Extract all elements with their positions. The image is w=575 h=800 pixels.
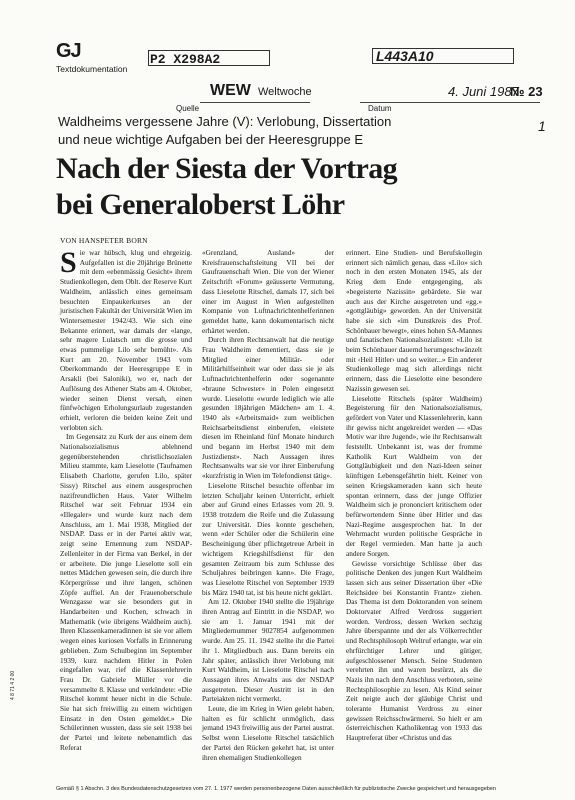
column-2-paragraph: Durch ihren Rechtsanwalt hat die neutige Frau Waldheim dementiert, dass sie je Mitglied einer Militär- oder Militärhilfseinheit war oder dass sie je als Luftnachrichtenhelferin oder sogenannte «braune Schwester» in Polen eingesetzt wurde. Lieselotte «wurde lediglich wie alle gesunden 18jährigen Mädchen» am 1. 4. 1940 als «Arbeitsmaid» zum weiblichen Reichsarbeitsdienst einberufen, «leistete diesen im Rheinland fünf Monate hindurch und begann im Herbst 1940 mit dem Justizdienst». Nach Aussagen ihres Rechtsanwalts war sie vor ihrer Einberufung «kurzfristig in Wien im Telefondienst tätig». xyxy=(202,335,334,481)
column-3-paragraph: Gewisse vorsichtige Schlüsse über das politische Denken des jungen Kurt Waldheim lassen sich aus seiner Dissertation über «Die Reichsidee bei Konstantin Frantz» ziehen. Das Thema ist dem Doktoranden von seinem Doktorvater Alfred Verdross suggeriert worden. Verdross, dessen Werken sechzig Jahre überspannte und der als Völkerrechtler und Rechtsphilosoph Weltruf erlangte, war ein ehrfürchtiger Lehrer und gütiger, aufgeschlossener Mensch. Seine Studenten verehrten ihn und waren bestürzt, als die Nazis ihn nach dem Anschluss verboten, seine Rechtsphilosophie zu lesen. Als Kind seiner Zeit neigte auch der gläubige Christ und tolerante Humanist Verdross zu einer gewissen Reichsschwärmerei. So hielt er am österreichischen Katholikentag von 1933 das Hauptreferat über «Christus und das xyxy=(346,558,482,743)
drop-cap: S xyxy=(60,246,77,279)
logo-subtitle: Textdokumentation xyxy=(56,64,128,74)
column-2-paragraph: Am 12. Oktober 1940 stellte die 19jährige ihren Antrag auf Eintritt in die NSDAP, wo sie am 1. Januar 1941 mit der Mitgliedernummer 9027854 aufgenommen wurde. Am 25. 11. 1942 stellte ihr die Partei ihr 1. Mitgliedbuch aus. Dann bereits ein Jahr später, anlässlich ihrer Verlobung mit Kurt Waldheim, ist Lieselotte Ritschel nach Aussagen ihres Anwalts aus der NSDAP ausgetreten. Dieser Austritt ist in den Parteiakten nicht vermerkt. xyxy=(202,597,334,704)
issue-number: № 23 xyxy=(510,84,543,99)
column-2-paragraph: Lieselotte Ritschel besuchte offenbar im letzten Schuljahr keinen Unterricht, erhielt aber auf Grund eines Erlasses vom 20. 9. 1938 trotzdem die Reife und die Zulassung zur Universität. Dies konnte geschehen, wenn «der Schüler oder die Schülerin eine Bescheinigung über pflichtgetreue Arbeit in wichtigem Kriegshilfsdienst für den gesamten Zeitraum bis zum Schlusse des Schuljahres beibringen kann». Die Frage, was Lieselotte Ritschel von September 1939 bis März 1940 tat, ist bis heute nicht geklärt. xyxy=(202,480,334,597)
archive-stamp-right: L443A10 xyxy=(376,48,434,64)
source-abbreviation: WEW xyxy=(210,82,251,99)
stamp-box-2 xyxy=(372,48,514,64)
article-column-2 xyxy=(202,248,334,762)
headline-line-1: Nach der Siesta der Vortrag xyxy=(56,152,398,185)
source-label: Quelle xyxy=(176,104,200,113)
side-code: 4 8 71 4 2 00 xyxy=(10,670,16,700)
column-3-paragraph: Lieselotte Ritschels (später Waldheim) Begeisterung für den Nationalsozialismus, gefördert von Vater und Klassenlehrerin, kann ihr gewiss nicht angekreidet werden — «Das Motiv war ihre Jugend», wie ihr Rechtsanwalt feststellt. Unbekannt ist, was der fromme Katholik Kurt Waldheim von der Gottgläubigkeit und den Nazi-Ideen seiner künftigen Lebensgefährtin hielt. Keiner von seinen Kriegskameraden kann sich heute spontan erinnern, dass der junge Offizier Waldheim sich je prononciert kritischem oder befürwortendem Sinne über Hitler und das Nazi-Regime ausgesprochen hat. In der Wehrmacht wurden politische Gespräche in der Regel vermieden. Man hatte ja auch andere Sorgen. xyxy=(346,393,482,558)
logo: GJ xyxy=(56,40,81,62)
archive-stamp-left: P2 X298A2 xyxy=(150,52,221,67)
column-1-paragraph: ie war hübsch, klug und ehrgeizig. Aufgefallen ist die 20jährige Brünette mit dem «ebenmässig Gesicht» ihrem Studienkollegen, dem Oblt. der Reserve Kurt Waldheim, anlässlich eines gemeinsam besuchten Einpaukerkurses an der juristischen Fakultät der Universität Wien im Wintersemester 1942/43. Wie sich eine Bekannte erinnert, war damals der «lange, sehr magere Lulatsch um die grosse und etwas pummelige Lilo sehr bemüht». Als Kurt am 20. November 1943 vom Oberkommando der Heeresgruppe E in Arsakli (bei Saloniki), wo er, nach der Auflösung des Athener Stabs am 4. Oktober, wieder seinen Dienst versah, einen fünfwöchigen Erholungsurlaub zugestanden erhielt, verloren die beiden keine Zeit und verlobten sich. xyxy=(60,248,192,432)
kicker-line-2: und neue wichtige Aufgaben bei der Heeresgruppe E xyxy=(58,132,363,147)
legal-footer: Gemäß § 1 Abschn. 3 des Bundesdatenschutzgesetzes vom 27. 1. 1977 werden personenbezogene Daten ausschließlich für publizistische Zwecke gespeichert und herausgegeben xyxy=(56,786,496,792)
column-2-paragraph: «Grenzland, Ausland» der Kreisfrauenschaftsleitung VII bei der Gaufrauenschaft Wien. Die von der Wiener Zeitschrift «Forum» geäusserte Vermutung, dass Lieselotte Ritschel, damals 17, sich bei einer im August in Wien aufgestellten Kompanie von Luftnachrichtenhelferinnen gemeldet hatte, kann dokumentarisch nicht erhärtet werden. xyxy=(202,248,334,335)
stamp-box-1 xyxy=(148,50,270,66)
source-rule xyxy=(200,102,310,103)
byline: VON HANSPETER BORN xyxy=(60,236,148,245)
kicker-line-1: Waldheims vergessene Jahre (V): Verlobung, Dissertation xyxy=(58,114,392,129)
column-3-paragraph: erinnert. Eine Studien- und Berufskollegin erinnert sich nämlich genau, dass «Lilo» sich noch in den ersten Monaten 1945, als der Krieg dem Ende entgegenging, als «begeisterte Nazissin» gebärdete. Sie war auch aus der Kirche ausgetreten und «gg.» «gottgläubig» geworden. An der Universität habe sie sich «im Dunstkreis des Prof. Schönbauer bewegt», eines hohen SA-Mannes und fanatischen Nationalsozialisten: «Lilo ist beim Schönbauer dauernd herumgeschwänzelt mit ‹Heil Hitler› und so weiter...» Ein anderer Studienkollege mag sich allerdings nicht erinnern, dass die Lieselotte eine besondere Nazissin gewesen sei. xyxy=(346,248,482,393)
headline-line-2: bei Generaloberst Löhr xyxy=(56,188,345,221)
date-rule xyxy=(360,102,540,103)
source-name: Weltwoche xyxy=(258,86,312,98)
issue-date: 4. Juni 1987 xyxy=(448,84,519,99)
column-2-paragraph: Leute, die im Krieg in Wien gelebt haben, halten es für schlicht unmöglich, dass jemand 1943 freiwillig aus der Partei austrat. Selbst wenn Lieselotte Ritschel tatsächlich der Partei den Rücken gekehrt hat, ist unter ihren ehemaligen Studienkollegen xyxy=(202,704,334,762)
article-column-3 xyxy=(346,248,482,743)
date-label: Datum xyxy=(368,104,392,113)
column-1-paragraph: Im Gegensatz zu Kurk der aus einem dem Nationalsozialismus ablehnend gegenüberstehenden christlichsozialen Milieu stammte, kam Lieselotte (Taufnamen Elisabeth Charlotte, gerufen Lilo, später Sissy) Ritschel aus einem ausgesprochen nazifreundlichen Haus. Vater Wilhelm Ritschel war seit Februar 1934 ein «Illegaler» und wurde kurz nach dem Anschluss, am 1. Mai 1938, Mitglied der NSDAP. Dass er in der Partei aktiv war, zeigt seine Ernennung zum NSDAP-Zellenleiter in der Firma van Berkel, in der er arbeitete. Die junge Lieselotte soll ein nettes Mädchen gewesen sein, die durch ihre Körpergrösse und ihre langen, schönen Zöpfe auffiel. An der Frauenoberschule Wenzgasse war sie besonders gut in Handarbeiten und Kochen, schwach in Mathematik (wie übrigens Waldheim auch). Ihren Klassenkameradinnen ist sie vor allem wegen eines kuriosen Vorfalls in Erinnerung geblieben. Zum Schulbeginn im September 1939, kurz nachdem Hitler in Polen eingefallen war, rief die Klassenlehrerin Frau Dr. Gabriele Müller vor die versammelte 8. Klasse und verkündete: «Die Ritschel kommt heuer nicht in die Schule. Sie hat sich freiwillig zu einem wichtigen Einsatz in den Osten gemeldet.» Die Schülerinnen wussten, dass sie seit 1938 bei der Partei und leitete nebenamtlich das Referat xyxy=(60,432,192,752)
margin-note: 1 xyxy=(538,118,546,134)
article-column-1 xyxy=(60,248,192,753)
